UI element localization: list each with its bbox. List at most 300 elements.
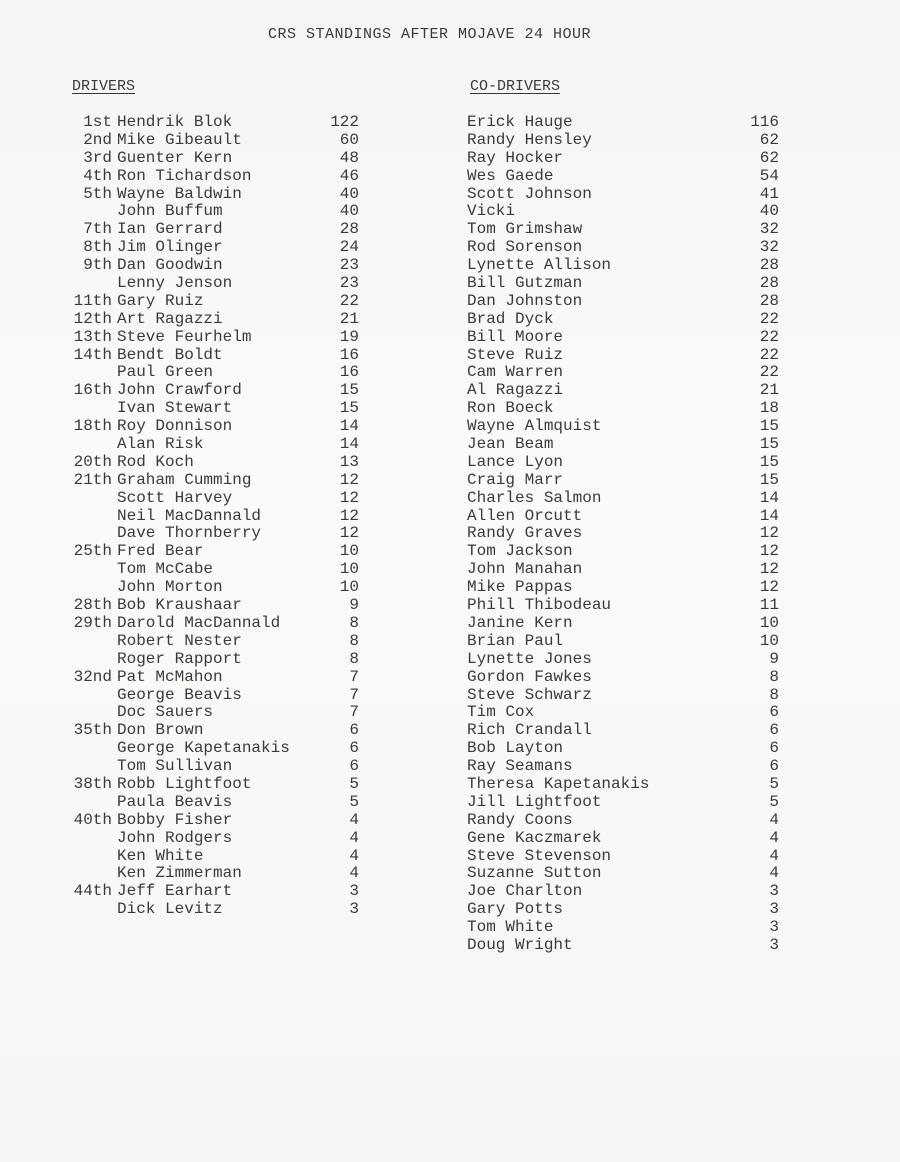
driver-row xyxy=(60,561,370,579)
codriver-points: 41 xyxy=(759,184,779,203)
driver-points: 24 xyxy=(339,238,359,257)
driver-name: Scott Harvey xyxy=(117,488,233,507)
driver-name: Hendrik Blok xyxy=(117,113,233,131)
codriver-name: Brad Dyck xyxy=(467,309,554,328)
driver-row xyxy=(60,812,370,830)
codriver-points: 32 xyxy=(759,238,779,257)
driver-name: Jeff Earhart xyxy=(117,882,233,901)
codriver-points: 4 xyxy=(769,846,779,865)
codriver-points: 12 xyxy=(759,542,779,561)
driver-row xyxy=(60,382,370,400)
driver-name: Alan Risk xyxy=(117,435,204,454)
driver-row xyxy=(60,830,370,848)
codriver-points: 32 xyxy=(759,220,779,239)
driver-points: 14 xyxy=(339,435,359,454)
codriver-row xyxy=(467,150,779,168)
codriver-row xyxy=(467,168,779,186)
codriver-points: 62 xyxy=(759,148,779,167)
codriver-name: Janine Kern xyxy=(467,613,573,632)
driver-name: Lenny Jenson xyxy=(117,274,233,293)
driver-row xyxy=(60,704,370,722)
driver-row xyxy=(60,579,370,597)
driver-position: 9th xyxy=(83,256,112,275)
driver-row xyxy=(60,490,370,508)
driver-points: 7 xyxy=(349,685,359,704)
drivers-heading: DRIVERS xyxy=(72,78,136,95)
codriver-row xyxy=(467,221,779,239)
driver-row xyxy=(60,221,370,239)
codriver-name: Tom Jackson xyxy=(467,542,573,561)
codriver-row xyxy=(467,651,779,669)
codriver-name: Steve Ruiz xyxy=(467,345,564,364)
codriver-points: 10 xyxy=(759,631,779,650)
codriver-points: 15 xyxy=(759,417,779,436)
codriver-points: 62 xyxy=(759,130,779,149)
codriver-name: Wayne Almquist xyxy=(467,417,602,436)
codriver-row xyxy=(467,758,779,776)
driver-position: 1st xyxy=(83,113,112,131)
driver-name: Robb Lightfoot xyxy=(117,774,252,793)
driver-name: Roger Rapport xyxy=(117,649,242,668)
driver-row xyxy=(60,168,370,186)
codriver-name: Bill Gutzman xyxy=(467,274,583,293)
driver-name: Jim Olinger xyxy=(117,238,223,257)
driver-name: Dan Goodwin xyxy=(117,256,223,275)
codriver-name: Phill Thibodeau xyxy=(467,596,612,615)
codriver-name: Scott Johnson xyxy=(467,184,592,203)
driver-points: 7 xyxy=(349,703,359,722)
driver-points: 4 xyxy=(349,864,359,883)
codriver-row xyxy=(467,382,779,400)
driver-name: Paul Green xyxy=(117,363,214,382)
codriver-row xyxy=(467,436,779,454)
driver-position: 38th xyxy=(73,774,112,793)
codriver-name: Craig Marr xyxy=(467,470,564,489)
driver-name: Mike Gibeault xyxy=(117,130,242,149)
driver-position: 8th xyxy=(83,238,112,257)
driver-points: 12 xyxy=(339,470,359,489)
codriver-points: 6 xyxy=(769,721,779,740)
codriver-name: Bob Layton xyxy=(467,739,564,758)
driver-row xyxy=(60,132,370,150)
driver-points: 19 xyxy=(339,327,359,346)
driver-points: 4 xyxy=(349,810,359,829)
codriver-points: 3 xyxy=(769,900,779,919)
codriver-points: 8 xyxy=(769,685,779,704)
driver-points: 15 xyxy=(339,381,359,400)
driver-row xyxy=(60,203,370,221)
codriver-name: Rich Crandall xyxy=(467,721,592,740)
driver-position: 4th xyxy=(83,166,112,185)
driver-name: Ken Zimmerman xyxy=(117,864,242,883)
codriver-name: Theresa Kapetanakis xyxy=(467,774,650,793)
page-title: CRS STANDINGS AFTER MOJAVE 24 HOUR xyxy=(268,26,592,43)
driver-points: 12 xyxy=(339,488,359,507)
driver-points: 6 xyxy=(349,739,359,758)
driver-position: 11th xyxy=(73,291,112,310)
codriver-points: 4 xyxy=(769,828,779,847)
codriver-row xyxy=(467,722,779,740)
driver-name: Pat McMahon xyxy=(117,667,223,686)
driver-position: 32nd xyxy=(73,667,112,686)
codriver-points: 15 xyxy=(759,452,779,471)
driver-points: 10 xyxy=(339,542,359,561)
driver-name: John Buffum xyxy=(117,202,223,221)
codriver-points: 22 xyxy=(759,309,779,328)
driver-row xyxy=(60,508,370,526)
driver-position: 28th xyxy=(73,596,112,615)
codriver-name: Charles Salmon xyxy=(467,488,602,507)
codriver-row xyxy=(467,776,779,794)
codriver-row xyxy=(467,525,779,543)
driver-points: 8 xyxy=(349,631,359,650)
codriver-points: 14 xyxy=(759,488,779,507)
driver-name: Dick Levitz xyxy=(117,900,223,919)
codriver-name: Al Ragazzi xyxy=(467,381,564,400)
driver-row xyxy=(60,901,370,919)
codriver-row xyxy=(467,311,779,329)
codriver-row xyxy=(467,400,779,418)
codriver-points: 12 xyxy=(759,578,779,597)
driver-points: 15 xyxy=(339,399,359,418)
codriver-points: 116 xyxy=(750,113,779,131)
codriver-points: 15 xyxy=(759,470,779,489)
codriver-name: Jill Lightfoot xyxy=(467,792,602,811)
codriver-points: 14 xyxy=(759,506,779,525)
codriver-points: 28 xyxy=(759,256,779,275)
codriver-row xyxy=(467,830,779,848)
driver-row xyxy=(60,275,370,293)
driver-name: Rod Koch xyxy=(117,452,194,471)
driver-name: George Kapetanakis xyxy=(117,739,290,758)
codriver-name: Steve Schwarz xyxy=(467,685,592,704)
driver-name: Ken White xyxy=(117,846,204,865)
codriver-row xyxy=(467,633,779,651)
codriver-points: 4 xyxy=(769,864,779,883)
driver-name: John Rodgers xyxy=(117,828,233,847)
driver-points: 8 xyxy=(349,613,359,632)
codriver-row xyxy=(467,704,779,722)
driver-name: Bendt Boldt xyxy=(117,345,223,364)
driver-name: Dave Thornberry xyxy=(117,524,262,543)
driver-row xyxy=(60,436,370,454)
codriver-row xyxy=(467,615,779,633)
codriver-name: Wes Gaede xyxy=(467,166,554,185)
driver-row xyxy=(60,687,370,705)
codriver-points: 22 xyxy=(759,345,779,364)
driver-name: Neil MacDannald xyxy=(117,506,262,525)
driver-name: Ian Gerrard xyxy=(117,220,223,239)
driver-position: 29th xyxy=(73,613,112,632)
codriver-points: 28 xyxy=(759,291,779,310)
codriver-name: Vicki xyxy=(467,202,516,221)
driver-row xyxy=(60,347,370,365)
codriver-name: Lynette Jones xyxy=(467,649,592,668)
driver-position: 12th xyxy=(73,309,112,328)
codriver-row xyxy=(467,901,779,919)
driver-points: 5 xyxy=(349,774,359,793)
driver-points: 10 xyxy=(339,578,359,597)
driver-points: 8 xyxy=(349,649,359,668)
codriver-row xyxy=(467,740,779,758)
codriver-name: Brian Paul xyxy=(467,631,564,650)
driver-points: 7 xyxy=(349,667,359,686)
driver-row xyxy=(60,329,370,347)
driver-points: 4 xyxy=(349,846,359,865)
driver-position: 20th xyxy=(73,452,112,471)
driver-points: 16 xyxy=(339,363,359,382)
codriver-points: 6 xyxy=(769,757,779,776)
codriver-name: Jean Beam xyxy=(467,435,554,454)
codriver-row xyxy=(467,543,779,561)
codriver-name: Gary Potts xyxy=(467,900,564,919)
driver-points: 22 xyxy=(339,291,359,310)
codriver-row xyxy=(467,669,779,687)
codriver-name: John Manahan xyxy=(467,560,583,579)
codriver-name: Tom White xyxy=(467,918,554,937)
codriver-name: Gordon Fawkes xyxy=(467,667,592,686)
driver-row xyxy=(60,293,370,311)
driver-row xyxy=(60,186,370,204)
driver-position: 2nd xyxy=(83,130,112,149)
codriver-row xyxy=(467,275,779,293)
driver-points: 40 xyxy=(339,202,359,221)
driver-name: Art Ragazzi xyxy=(117,309,223,328)
driver-row xyxy=(60,525,370,543)
codriver-name: Dan Johnston xyxy=(467,291,583,310)
codriver-points: 22 xyxy=(759,363,779,382)
driver-row xyxy=(60,364,370,382)
driver-points: 12 xyxy=(339,524,359,543)
driver-points: 6 xyxy=(349,757,359,776)
codriver-row xyxy=(467,203,779,221)
codriver-points: 12 xyxy=(759,524,779,543)
codriver-row xyxy=(467,114,779,132)
codriver-row xyxy=(467,239,779,257)
driver-name: Tom McCabe xyxy=(117,560,214,579)
driver-row xyxy=(60,257,370,275)
driver-points: 4 xyxy=(349,828,359,847)
driver-row xyxy=(60,865,370,883)
driver-points: 13 xyxy=(339,452,359,471)
driver-position: 16th xyxy=(73,381,112,400)
codriver-points: 5 xyxy=(769,792,779,811)
driver-points: 12 xyxy=(339,506,359,525)
codriver-name: Joe Charlton xyxy=(467,882,583,901)
driver-points: 21 xyxy=(339,309,359,328)
codriver-row xyxy=(467,937,779,955)
codriver-name: Allen Orcutt xyxy=(467,506,583,525)
codriver-points: 10 xyxy=(759,613,779,632)
codriver-points: 3 xyxy=(769,918,779,937)
codriver-name: Suzanne Sutton xyxy=(467,864,602,883)
codriver-points: 40 xyxy=(759,202,779,221)
codriver-points: 6 xyxy=(769,739,779,758)
driver-position: 40th xyxy=(73,810,112,829)
codriver-points: 15 xyxy=(759,435,779,454)
codriver-name: Mike Pappas xyxy=(467,578,573,597)
driver-position: 3rd xyxy=(83,148,112,167)
driver-row xyxy=(60,794,370,812)
codriver-name: Randy Hensley xyxy=(467,130,592,149)
codriver-row xyxy=(467,865,779,883)
driver-points: 5 xyxy=(349,792,359,811)
codrivers-standings-list xyxy=(467,114,779,955)
driver-row xyxy=(60,239,370,257)
codriver-name: Erick Hauge xyxy=(467,113,573,131)
driver-position: 44th xyxy=(73,882,112,901)
driver-name: Don Brown xyxy=(117,721,204,740)
codriver-row xyxy=(467,687,779,705)
codriver-points: 4 xyxy=(769,810,779,829)
driver-row xyxy=(60,543,370,561)
codriver-row xyxy=(467,597,779,615)
driver-name: Ron Tichardson xyxy=(117,166,252,185)
codriver-points: 12 xyxy=(759,560,779,579)
driver-points: 48 xyxy=(339,148,359,167)
driver-name: Guenter Kern xyxy=(117,148,233,167)
codriver-points: 22 xyxy=(759,327,779,346)
codriver-points: 18 xyxy=(759,399,779,418)
driver-row xyxy=(60,722,370,740)
codriver-points: 9 xyxy=(769,649,779,668)
codriver-points: 54 xyxy=(759,166,779,185)
driver-name: Bob Kraushaar xyxy=(117,596,242,615)
driver-name: Robert Nester xyxy=(117,631,242,650)
codriver-name: Tom Grimshaw xyxy=(467,220,583,239)
driver-row xyxy=(60,150,370,168)
codriver-row xyxy=(467,490,779,508)
driver-row xyxy=(60,758,370,776)
codrivers-heading: CO-DRIVERS xyxy=(470,78,561,95)
driver-row xyxy=(60,669,370,687)
driver-points: 46 xyxy=(339,166,359,185)
codriver-name: Lance Lyon xyxy=(467,452,564,471)
codriver-points: 3 xyxy=(769,935,779,954)
codriver-name: Doug Wright xyxy=(467,935,573,954)
driver-row xyxy=(60,615,370,633)
driver-position: 5th xyxy=(83,184,112,203)
codriver-row xyxy=(467,848,779,866)
codriver-row xyxy=(467,257,779,275)
driver-row xyxy=(60,472,370,490)
driver-name: John Crawford xyxy=(117,381,242,400)
codriver-points: 5 xyxy=(769,774,779,793)
codriver-row xyxy=(467,919,779,937)
codriver-name: Bill Moore xyxy=(467,327,564,346)
driver-points: 60 xyxy=(339,130,359,149)
codriver-row xyxy=(467,132,779,150)
driver-row xyxy=(60,454,370,472)
driver-points: 3 xyxy=(349,882,359,901)
driver-name: Tom Sullivan xyxy=(117,757,233,776)
driver-row xyxy=(60,633,370,651)
driver-row xyxy=(60,776,370,794)
codriver-name: Gene Kaczmarek xyxy=(467,828,602,847)
driver-points: 9 xyxy=(349,596,359,615)
driver-position: 18th xyxy=(73,417,112,436)
codriver-name: Ron Boeck xyxy=(467,399,554,418)
codriver-row xyxy=(467,454,779,472)
codriver-name: Lynette Allison xyxy=(467,256,612,275)
driver-name: Darold MacDannald xyxy=(117,613,281,632)
codriver-points: 3 xyxy=(769,882,779,901)
driver-points: 3 xyxy=(349,900,359,919)
driver-name: Ivan Stewart xyxy=(117,399,233,418)
driver-row xyxy=(60,400,370,418)
codriver-row xyxy=(467,508,779,526)
driver-name: Paula Beavis xyxy=(117,792,233,811)
codriver-name: Steve Stevenson xyxy=(467,846,612,865)
driver-row xyxy=(60,848,370,866)
codriver-row xyxy=(467,472,779,490)
codriver-row xyxy=(467,329,779,347)
codriver-row xyxy=(467,418,779,436)
codriver-row xyxy=(467,186,779,204)
driver-row xyxy=(60,418,370,436)
driver-position: 35th xyxy=(73,721,112,740)
driver-name: George Beavis xyxy=(117,685,242,704)
codriver-points: 6 xyxy=(769,703,779,722)
codriver-row xyxy=(467,812,779,830)
codriver-row xyxy=(467,293,779,311)
codriver-name: Cam Warren xyxy=(467,363,564,382)
codriver-name: Randy Graves xyxy=(467,524,583,543)
driver-points: 40 xyxy=(339,184,359,203)
codriver-points: 11 xyxy=(759,596,779,615)
driver-name: Graham Cumming xyxy=(117,470,252,489)
driver-name: Roy Donnison xyxy=(117,417,233,436)
driver-points: 6 xyxy=(349,721,359,740)
driver-name: Wayne Baldwin xyxy=(117,184,242,203)
codriver-row xyxy=(467,794,779,812)
driver-name: Steve Feurhelm xyxy=(117,327,252,346)
codriver-row xyxy=(467,883,779,901)
driver-row xyxy=(60,114,370,132)
codriver-name: Tim Cox xyxy=(467,703,535,722)
codriver-points: 21 xyxy=(759,381,779,400)
driver-points: 28 xyxy=(339,220,359,239)
driver-row xyxy=(60,740,370,758)
drivers-standings-list xyxy=(60,114,370,919)
driver-name: Gary Ruiz xyxy=(117,291,204,310)
codriver-row xyxy=(467,579,779,597)
codriver-row xyxy=(467,364,779,382)
driver-points: 10 xyxy=(339,560,359,579)
driver-points: 16 xyxy=(339,345,359,364)
codriver-row xyxy=(467,561,779,579)
driver-row xyxy=(60,597,370,615)
driver-name: Fred Bear xyxy=(117,542,204,561)
driver-position: 25th xyxy=(73,542,112,561)
codriver-points: 28 xyxy=(759,274,779,293)
codriver-name: Ray Hocker xyxy=(467,148,564,167)
driver-row xyxy=(60,651,370,669)
driver-row xyxy=(60,311,370,329)
codriver-name: Randy Coons xyxy=(467,810,573,829)
driver-points: 122 xyxy=(330,113,359,131)
driver-position: 14th xyxy=(73,345,112,364)
driver-name: Doc Sauers xyxy=(117,703,214,722)
driver-position: 13th xyxy=(73,327,112,346)
driver-points: 23 xyxy=(339,274,359,293)
driver-name: John Morton xyxy=(117,578,223,597)
driver-position: 21th xyxy=(73,470,112,489)
driver-row xyxy=(60,883,370,901)
driver-position: 7th xyxy=(83,220,112,239)
driver-points: 14 xyxy=(339,417,359,436)
codriver-name: Ray Seamans xyxy=(467,757,573,776)
